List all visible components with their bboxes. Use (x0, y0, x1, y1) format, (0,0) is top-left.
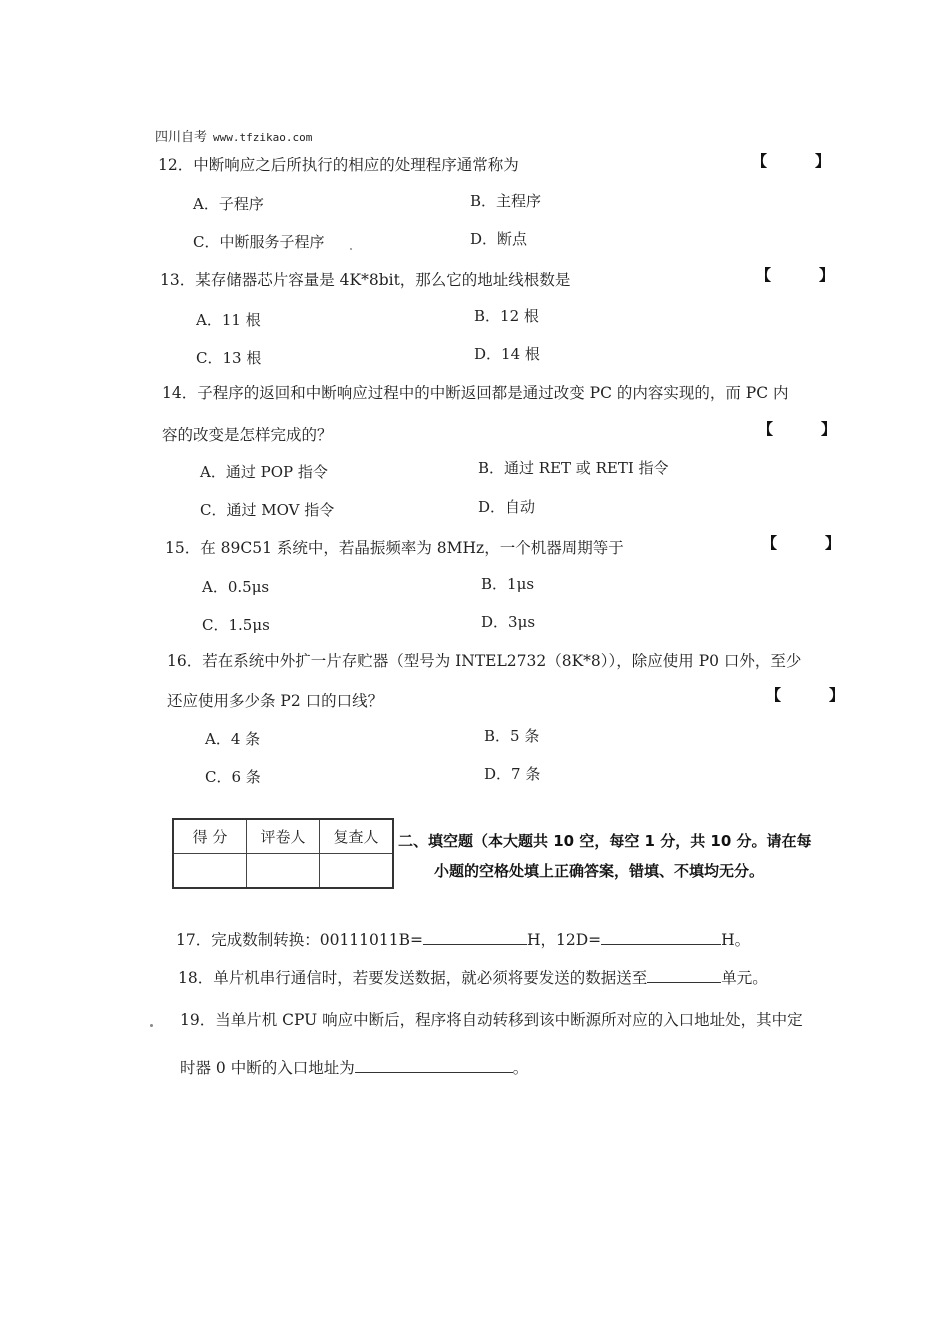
page-header (155, 126, 312, 145)
section-2-instructions (398, 826, 838, 886)
question-12-option-b: B．主程序 (470, 192, 542, 210)
question-15-option-b: B．1μs (481, 575, 535, 593)
question-16-option-c: C．6 条 (205, 768, 261, 786)
question-16-option-b: B．5 条 (484, 727, 540, 745)
score-cell-score (173, 854, 247, 889)
scan-speck (350, 248, 352, 250)
score-cell-grader (247, 854, 320, 889)
header-site: 四川自考 (155, 130, 208, 145)
score-header-grader: 评卷人 (247, 819, 320, 854)
question-14-option-b: B．通过 RET 或 RETI 指令 (478, 459, 669, 477)
answer-bracket-16: 【 】 (766, 686, 845, 704)
answer-blank-18[interactable] (647, 968, 721, 983)
answer-bracket-14: 【 】 (758, 420, 837, 438)
answer-blank-17a[interactable] (423, 930, 527, 945)
score-table (172, 818, 394, 889)
question-19-line2: 时器 0 中断的入口地址为 。 (180, 1059, 529, 1077)
answer-bracket-12: 【 】 (752, 152, 831, 170)
header-url: www.tfzikao.com (213, 131, 313, 144)
question-12-option-a: A．子程序 (193, 195, 264, 213)
question-13-stem: 13．某存储器芯片容量是 4K*8bit，那么它的地址线根数是 (160, 271, 571, 289)
question-16-option-d: D．7 条 (484, 765, 541, 783)
question-13-option-c: C．13 根 (196, 349, 262, 367)
question-14-stem-line1: 14．子程序的返回和中断响应过程中的中断返回都是通过改变 PC 的内容实现的，而 PC 内 (162, 384, 789, 402)
question-19-line1: 19．当单片机 CPU 响应中断后，程序将自动转移到该中断源所对应的入口地址处，其中定 (180, 1011, 803, 1029)
question-15-option-a: A．0.5μs (202, 578, 270, 596)
question-16-stem-line1: 16．若在系统中外扩一片存贮器（型号为 INTEL2732（8K*8）），除应使用 P0 口外，至少 (167, 652, 802, 670)
question-14-option-c: C．通过 MOV 指令 (200, 501, 335, 519)
question-16-stem-line2: 还应使用多少条 P2 口的口线？ (167, 692, 384, 710)
answer-bracket-13: 【 】 (756, 266, 835, 284)
score-header-reviewer: 复查人 (320, 819, 394, 854)
question-18: 18．单片机串行通信时，若要发送数据，就必须将要发送的数据送至 单元。 (178, 969, 768, 987)
score-header-score: 得 分 (173, 819, 247, 854)
answer-bracket-15: 【 】 (762, 534, 841, 552)
question-14-stem-line2: 容的改变是怎样完成的？ (162, 426, 333, 444)
score-cell-reviewer (320, 854, 394, 889)
question-13-option-a: A．11 根 (196, 311, 261, 329)
answer-blank-17b[interactable] (601, 930, 721, 945)
question-12-option-c: C．中断服务子程序 (193, 233, 325, 251)
question-14-option-d: D．自动 (478, 498, 536, 516)
question-13-option-d: D．14 根 (474, 345, 540, 363)
question-12-stem: 12．中断响应之后所执行的相应的处理程序通常称为 (158, 156, 519, 174)
question-13-option-b: B．12 根 (474, 307, 539, 325)
question-12-option-d: D．断点 (470, 230, 528, 248)
question-17: 17．完成数制转换：00111011B= H，12D= H。 (176, 931, 751, 949)
question-15-stem: 15．在 89C51 系统中，若晶振频率为 8MHz，一个机器周期等于 (165, 539, 624, 557)
section-2-subtitle: 小题的空格处填上正确答案，错填、不填均无分。 (434, 862, 765, 880)
scan-speck (150, 1024, 153, 1027)
question-15-option-c: C．1.5μs (202, 616, 270, 634)
question-15-option-d: D．3μs (481, 613, 536, 631)
question-16-option-a: A．4 条 (205, 730, 261, 748)
answer-blank-19[interactable] (355, 1058, 513, 1073)
question-14-option-a: A．通过 POP 指令 (200, 463, 328, 481)
section-2-title: 二、填空题（本大题共 10 空，每空 1 分，共 10 分。请在每 (398, 832, 812, 850)
